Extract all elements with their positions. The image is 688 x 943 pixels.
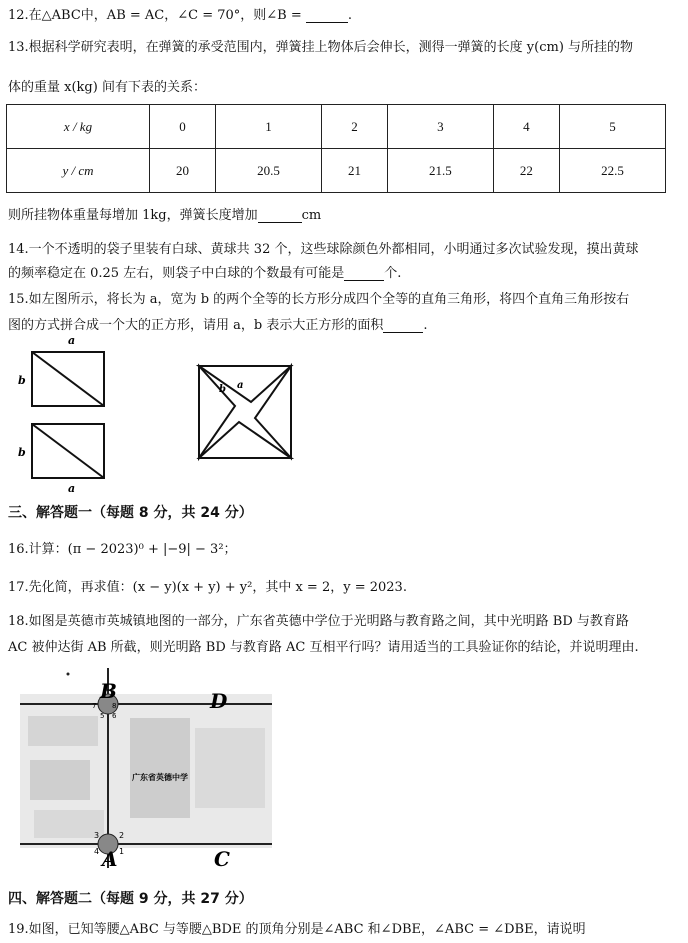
q18-line2: AC 被仲达街 AB 所截，则光明路 BD 与教育路 AC 互相平行吗？请用适当的工具验证你的结论，并说明理由. (8, 640, 639, 655)
q12-text: 12.在△ABC中，AB = AC，∠C = 70°，则∠B = (8, 8, 306, 23)
angle-4: 4 (94, 847, 100, 856)
q14-blank[interactable] (344, 280, 384, 281)
table-cell: 21.5 (387, 149, 493, 193)
label-a: A (102, 847, 118, 868)
map-dot (67, 673, 70, 676)
q15-right-figure (195, 362, 299, 466)
school-label: 广东省英德中学 (132, 773, 188, 782)
q13-line1: 13.根据科学研究表明，在弹簧的承受范围内，弹簧挂上物体后会伸长，测得一弹簧的长度 y(cm) 与所挂的物 (8, 40, 634, 55)
q15-line2-end: . (423, 318, 428, 333)
table-cell: 3 (387, 105, 493, 149)
q13-unit: cm (301, 208, 322, 223)
section-3-heading: 三、解答题一（每题 8 分，共 24 分） (8, 505, 253, 521)
q15-blank[interactable] (383, 332, 423, 333)
angle-7: 7 (92, 702, 97, 710)
map-block (28, 716, 98, 746)
triangle-right (255, 366, 291, 458)
q13-line2: 体的重量 x(kg) 间有下表的关系： (8, 80, 206, 95)
row-label-y: y / cm (7, 149, 150, 193)
angle-1: 1 (119, 847, 125, 856)
table-row-y (7, 149, 666, 193)
table-cell: 0 (150, 105, 216, 149)
label-b-inner: b (219, 384, 226, 395)
question-16: 16.计算：(π − 2023)⁰ + |−9| − 3²； (8, 542, 237, 557)
q13-line3 (8, 204, 321, 223)
angle-6: 6 (112, 712, 117, 720)
table-cell: 4 (493, 105, 559, 149)
table-cell: 1 (215, 105, 321, 149)
q13-line3-text: 则所挂物体重量每增加 1kg，弹簧长度增加 (8, 208, 258, 223)
angle-8: 8 (112, 702, 117, 710)
q15-line1: 15.如左图所示，将长为 a，宽为 b 的两个全等的长方形分成四个全等的直角三角形，将四个直角三角形按右 (8, 292, 630, 307)
q15-line2-text: 图的方式拼合成一个大的正方形，请用 a，b 表示大正方形的面积 (8, 318, 384, 333)
label-b-1: b (18, 374, 26, 387)
triangle-top (199, 366, 291, 402)
table-cell: 20.5 (215, 149, 321, 193)
q15-left-figure (10, 334, 120, 494)
table-cell: 21 (321, 149, 387, 193)
question-17: 17.先化简，再求值：(x − y)(x + y) + y²，其中 x = 2，y = 2023. (8, 580, 407, 595)
section-4-heading: 四、解答题二（每题 9 分，共 27 分） (8, 891, 253, 907)
map-block (195, 728, 265, 808)
label-b-2: b (18, 446, 26, 459)
diagonal-2 (32, 424, 104, 478)
label-a-top: a (68, 334, 76, 347)
q12-blank[interactable] (306, 22, 348, 23)
label-c: C (214, 847, 230, 868)
angle-2: 2 (119, 831, 125, 840)
q14-line2 (8, 262, 401, 281)
table-cell: 20 (150, 149, 216, 193)
label-a-bottom: a (68, 482, 76, 494)
label-b: B (100, 679, 117, 703)
question-19: 19.如图，已知等腰△ABC 与等腰△BDE 的顶角分别是∠ABC 和∠DBE，∠ABC = ∠DBE，请说明 (8, 922, 586, 937)
angle-3: 3 (94, 831, 100, 840)
triangle-left (199, 366, 235, 458)
question-12: 12.在△ABC中，AB = AC，∠C = 70°，则∠B = . (8, 8, 353, 23)
table-cell: 22 (493, 149, 559, 193)
table-cell: 22.5 (559, 149, 665, 193)
triangle-bottom (199, 422, 291, 458)
table-cell: 2 (321, 105, 387, 149)
map-block (30, 760, 90, 800)
table-cell: 5 (559, 105, 665, 149)
diagonal-1 (32, 352, 104, 406)
label-d: D (210, 689, 228, 713)
row-label-x: x / kg (7, 105, 150, 149)
q13-table (6, 104, 666, 193)
q14-line2-text: 的频率稳定在 0.25 左右，则袋子中白球的个数最有可能是 (8, 266, 345, 281)
q14-line2-end: 个. (384, 266, 402, 281)
q18-map (20, 668, 272, 868)
map-block (130, 718, 190, 818)
q14-line1: 14.一个不透明的袋子里装有白球、黄球共 32 个，这些球除颜色外都相同，小明通过多次试验发现，摸出黄球 (8, 242, 639, 257)
table-row-x (7, 105, 666, 149)
q13-blank[interactable] (258, 222, 302, 223)
q18-line1: 18.如图是英德市英城镇地图的一部分，广东省英德中学位于光明路与教育路之间，其中光明路 BD 与教育路 (8, 614, 629, 629)
big-square (199, 366, 291, 458)
q15-line2 (8, 314, 427, 333)
label-a-inner: a (237, 380, 244, 391)
angle-5: 5 (100, 712, 105, 720)
